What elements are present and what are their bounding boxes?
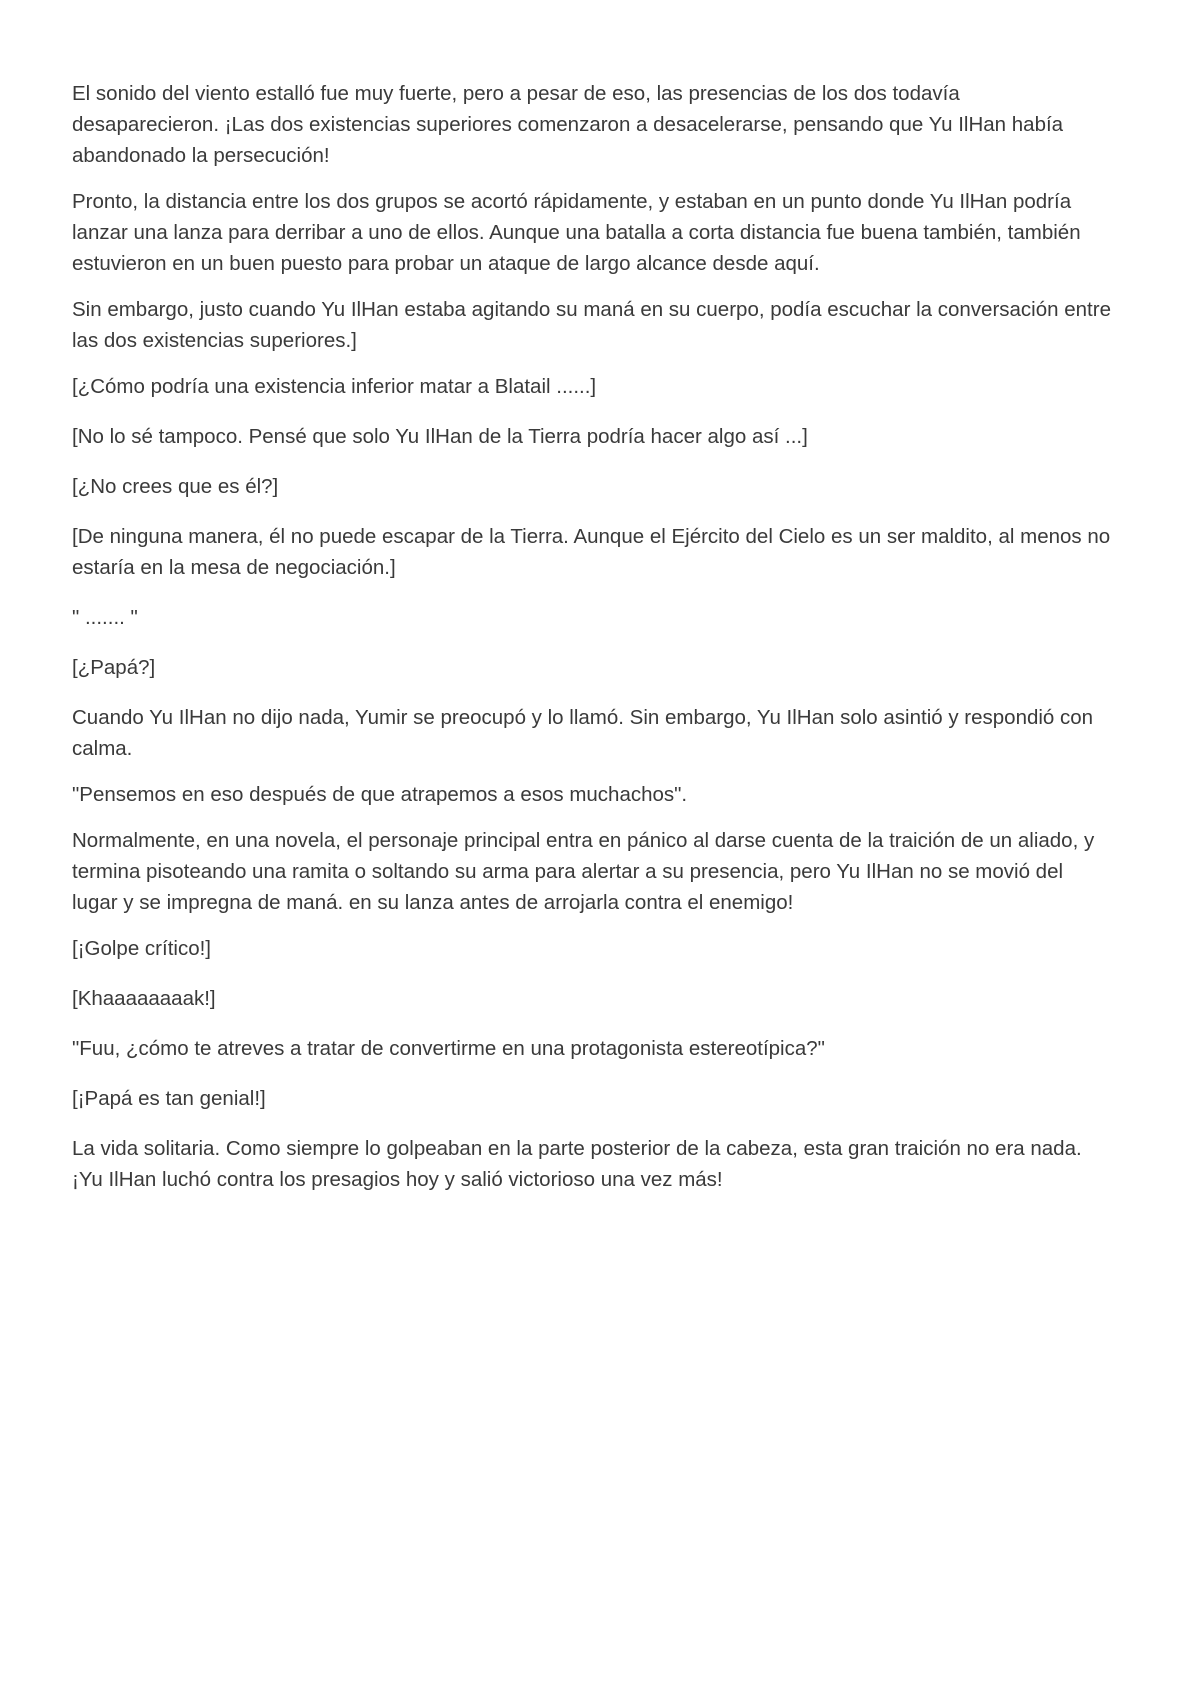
paragraph-1: El sonido del viento estalló fue muy fuerte, pero a pesar de eso, las presencias de los dos todavía desaparecieron. ¡Las dos existencias superiores comenzaron a desacelerarse, pensando que Yu IlHan había abandonado la persecución! xyxy=(72,82,1064,167)
dialogue-line-5: [¿Papá?] xyxy=(72,656,156,679)
paragraph-4: Cuando Yu IlHan no dijo nada, Yumir se preocupó y lo llamó. Sin embargo, Yu IlHan solo asintió y respondió con calma. xyxy=(72,706,1094,760)
paragraph-3: Sin embargo, justo cuando Yu IlHan estaba agitando su maná en su cuerpo, podía escuchar la conversación entre las dos existencias superiores.] xyxy=(72,298,1111,352)
quote-line-2: "Fuu, ¿cómo te atreves a tratar de convertirme en una protagonista estereotípica?" xyxy=(72,1037,825,1060)
dialogue-line-3: [¿No crees que es él?] xyxy=(72,475,279,498)
paragraph-5: Normalmente, en una novela, el personaje principal entra en pánico al darse cuenta de la traición de un aliado, y termina pisoteando una ramita o soltando su arma para alertar a su presencia, pero Yu IlHan no se movió del lugar y se impregna de maná. en su lanza antes de arrojarla contra el enemigo! xyxy=(72,829,1095,914)
quote-line-1: "Pensemos en eso después de que atrapemos a esos muchachos". xyxy=(72,783,688,806)
paragraph-2: Pronto, la distancia entre los dos grupos se acortó rápidamente, y estaban en un punto donde Yu IlHan podría lanzar una lanza para derribar a uno de ellos. Aunque una batalla a corta distancia fue buena también, también estuvieron en un buen puesto para probar un ataque de largo alcance desde aquí. xyxy=(72,190,1081,275)
dialogue-line-6: [¡Papá es tan genial!] xyxy=(72,1087,266,1110)
system-message-2: [Khaaaaaaaak!] xyxy=(72,987,216,1010)
paragraph-6: La vida solitaria. Como siempre lo golpeaban en la parte posterior de la cabeza, esta gran traición no era nada. ¡Yu IlHan luchó contra los presagios hoy y salió victorioso una vez más! xyxy=(72,1137,1082,1191)
dialogue-line-4: [De ninguna manera, él no puede escapar de la Tierra. Aunque el Ejército del Cielo es un ser maldito, al menos no estaría en la mesa de negociación.] xyxy=(72,525,1111,579)
dialogue-line-1: [¿Cómo podría una existencia inferior matar a Blatail ......] xyxy=(72,375,597,398)
document-body xyxy=(72,78,1112,1210)
system-message-1: [¡Golpe crítico!] xyxy=(72,937,211,960)
dialogue-line-2: [No lo sé tampoco. Pensé que solo Yu IlHan de la Tierra podría hacer algo así ...] xyxy=(72,425,808,448)
ellipsis-line: " ....... " xyxy=(72,606,138,629)
